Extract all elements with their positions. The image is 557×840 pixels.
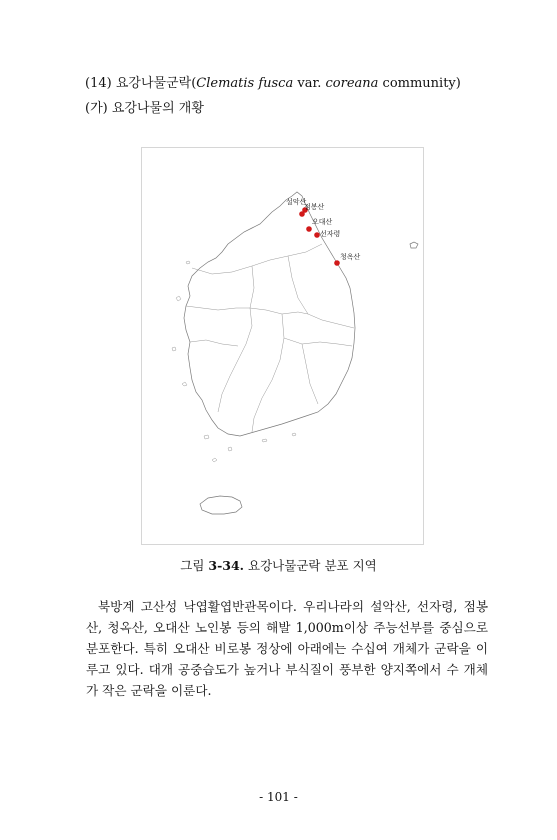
caption-number: 3-34. bbox=[208, 558, 245, 573]
site-label: 선자령 bbox=[320, 230, 341, 238]
subsection-heading: (가) 요강나물의 개황 bbox=[85, 101, 204, 116]
site-label: 청옥산 bbox=[340, 253, 361, 261]
ulleungdo-island bbox=[410, 242, 418, 248]
section-community: community bbox=[382, 76, 456, 91]
section-var: var. bbox=[297, 76, 322, 91]
caption-text: 요강나물군락 분포 지역 bbox=[248, 558, 377, 573]
site-jeombongsan bbox=[302, 202, 324, 213]
section-latin-genus: Clematis fusca bbox=[196, 76, 294, 91]
site-marker-dot bbox=[306, 226, 312, 232]
site-label: 점봉산 bbox=[304, 203, 325, 211]
jeju-island bbox=[200, 496, 242, 514]
section-latin-variety: coreana bbox=[325, 76, 379, 91]
caption-prefix: 그림 bbox=[180, 558, 205, 573]
body-text bbox=[86, 596, 488, 701]
korea-map bbox=[142, 148, 425, 546]
site-label: 설악산 bbox=[286, 198, 307, 206]
section-heading: (14) 요강나물군락(Clematis fusca var. coreana community) bbox=[85, 76, 461, 91]
site-cheongoksan bbox=[334, 252, 360, 266]
site-label: 오대산 bbox=[312, 218, 333, 226]
site-marker-dot bbox=[334, 260, 340, 266]
distribution-map-figure bbox=[141, 147, 424, 545]
body-paragraph: 북방계 고산성 낙엽활엽반관목이다. 우리나라의 설악산, 선자령, 점봉산, 청옥산, 오대산 노인봉 등의 해발 1,000m이상 주능선부를 중심으로 분포한다. 특히 오대산 비로봉 정상에 아래에는 수십여 개체가 군락을 이루고 있다. 대개 공중습도가 높거나 부식질이 풍부한 양지쪽에서 수 개체가 작은 군락을 이룬다. bbox=[86, 599, 488, 698]
section-number: (14) bbox=[85, 76, 112, 91]
page-number: - 101 - bbox=[259, 790, 298, 804]
province-boundaries bbox=[186, 244, 354, 432]
site-marker-dot bbox=[314, 232, 320, 238]
figure-caption bbox=[0, 556, 557, 574]
peninsula-outline bbox=[184, 192, 355, 436]
small-islands bbox=[172, 261, 296, 462]
section-korean-title: 요강나물군락 bbox=[115, 76, 192, 91]
